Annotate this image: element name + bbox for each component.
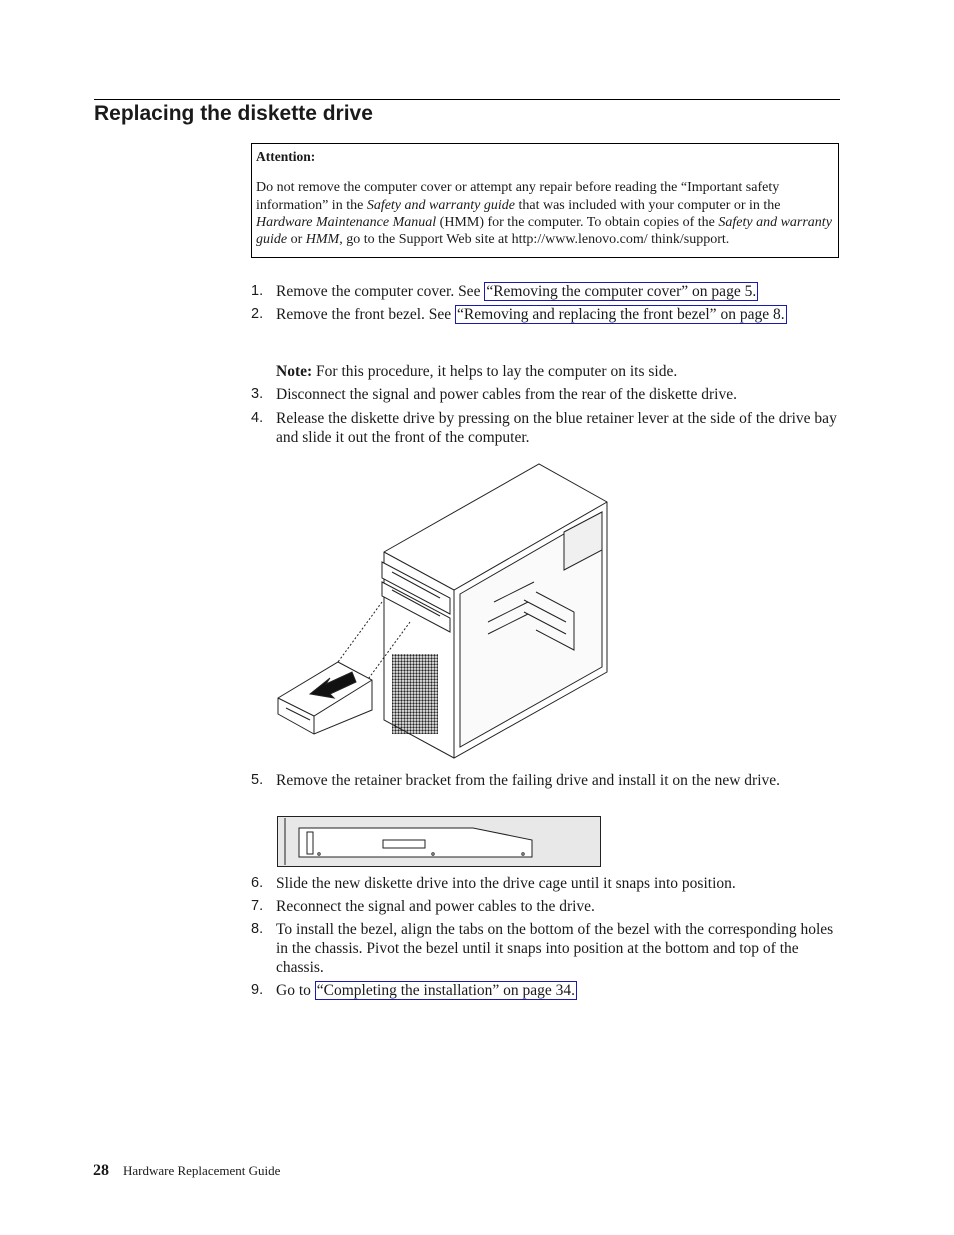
heading-rule <box>94 99 840 100</box>
page-title: Replacing the diskette drive <box>94 102 373 125</box>
retainer-bracket-illustration <box>277 816 601 867</box>
footer-title: Hardware Replacement Guide <box>123 1163 281 1178</box>
attention-box <box>251 143 839 258</box>
computer-drive-removal-illustration <box>274 462 614 762</box>
page-footer <box>93 1162 280 1180</box>
page-number: 28 <box>93 1162 109 1179</box>
link-removing-bezel[interactable]: “Removing and replacing the front bezel” on page 8. <box>457 306 785 323</box>
link-completing-installation[interactable]: “Completing the installation” on page 34. <box>316 982 576 999</box>
attention-label: Attention: <box>256 149 316 164</box>
attention-text: Do not remove the computer cover or attempt any repair before reading the “Important safety information” in the Safety and warranty guide that was included with your computer or in the Hardware Maintenance Manual (HMM) for the computer. To obtain copies of the Safety and warranty guide or HMM, go to the Support Web site at http://www.lenovo.com/ think/support. <box>256 180 832 248</box>
link-removing-cover[interactable]: “Removing the computer cover” on page 5. <box>486 283 757 300</box>
